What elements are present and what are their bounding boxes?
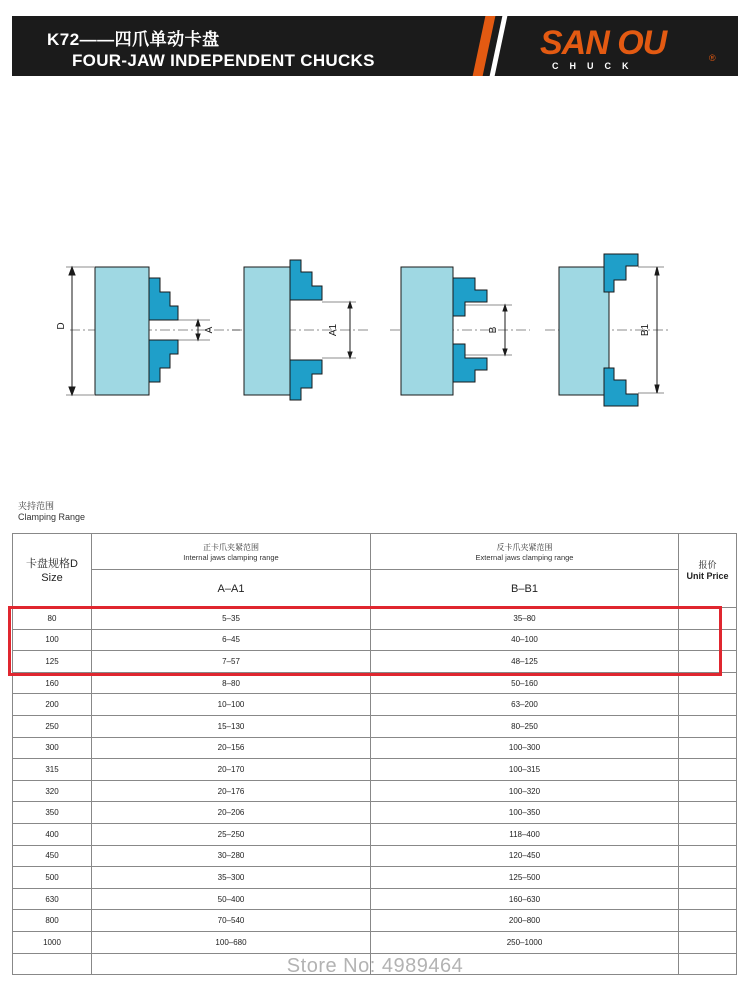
cell-b: 100–350 — [371, 802, 679, 824]
cell-a: 20–170 — [92, 759, 371, 781]
cell-a: 5–35 — [92, 608, 371, 630]
cell-price — [679, 931, 737, 953]
cell-size: 350 — [13, 802, 92, 824]
cell-b: 100–300 — [371, 737, 679, 759]
cell-price — [679, 715, 737, 737]
cell-b: 118–400 — [371, 823, 679, 845]
label-a: A — [204, 326, 215, 334]
cell-b: 125–500 — [371, 867, 679, 889]
cell-size: 100 — [13, 629, 92, 651]
table-row — [13, 888, 737, 910]
table-row — [13, 802, 737, 824]
cell-a: 30–280 — [92, 845, 371, 867]
cell-price — [679, 802, 737, 824]
internal-col-label: A–A1 — [92, 570, 371, 608]
cell-b: 80–250 — [371, 715, 679, 737]
cell-size: 1000 — [13, 931, 92, 953]
cell-size: 160 — [13, 672, 92, 694]
highlight-box — [8, 606, 722, 676]
cell-b: 35–80 — [371, 608, 679, 630]
cell-b: 100–315 — [371, 759, 679, 781]
cell-size: 450 — [13, 845, 92, 867]
figure-internal-jaws-a1 — [232, 260, 370, 400]
table-row — [13, 759, 737, 781]
cell-b: 120–450 — [371, 845, 679, 867]
cell-a: 8–80 — [92, 672, 371, 694]
cell-b: 50–160 — [371, 672, 679, 694]
registered-mark: ® — [709, 53, 716, 63]
clamping-range-caption-cn: 夹持范围 — [18, 501, 55, 511]
external-header — [371, 534, 679, 570]
cell-a: 50–400 — [92, 888, 371, 910]
store-watermark: Store No: 4989464 — [286, 955, 464, 977]
cell-size: 315 — [13, 759, 92, 781]
cell-price — [679, 910, 737, 932]
cell-a: 35–300 — [92, 867, 371, 889]
cell-b: 100–320 — [371, 780, 679, 802]
cell-price — [679, 888, 737, 910]
cell-a: 70–540 — [92, 910, 371, 932]
price-header — [679, 534, 737, 608]
cell-price — [679, 759, 737, 781]
table-row — [13, 715, 737, 737]
table-row — [13, 931, 737, 953]
cell-b: 40–100 — [371, 629, 679, 651]
cell-size: 125 — [13, 651, 92, 673]
size-header-en: Size — [41, 571, 63, 584]
cell-b: 160–630 — [371, 888, 679, 910]
cell-a: 15–130 — [92, 715, 371, 737]
internal-header-cn: 正卡爪夹紧范围 — [203, 542, 259, 552]
external-header-en: External jaws clamping range — [475, 552, 574, 562]
chuck-jaw-diagram — [0, 240, 750, 420]
cell-a: 20–156 — [92, 737, 371, 759]
cell-size: 400 — [13, 823, 92, 845]
cell-b: 200–800 — [371, 910, 679, 932]
external-col-label: B–B1 — [371, 570, 679, 608]
cell-b: 63–200 — [371, 694, 679, 716]
cell-size: 630 — [13, 888, 92, 910]
clamping-range-table — [12, 533, 737, 975]
cell-size: 300 — [13, 737, 92, 759]
internal-header — [92, 534, 371, 570]
table-row — [13, 910, 737, 932]
label-a1: A1 — [328, 323, 339, 337]
price-header-en: Unit Price — [686, 570, 729, 581]
cell-price — [679, 867, 737, 889]
brand-subtitle: CHUCK — [552, 61, 640, 71]
cell-size: 200 — [13, 694, 92, 716]
cell-price — [679, 694, 737, 716]
size-header — [13, 534, 92, 608]
table-row — [13, 823, 737, 845]
cell-a: 20–206 — [92, 802, 371, 824]
product-title-en: FOUR-JAW INDEPENDENT CHUCKS — [72, 51, 375, 70]
cell-size: 500 — [13, 867, 92, 889]
brand-logo: SAN OU — [540, 24, 667, 62]
cell-price — [679, 845, 737, 867]
cell-a: 7–57 — [92, 651, 371, 673]
external-header-cn: 反卡爪夹紧范围 — [496, 542, 553, 552]
figure-external-jaws-b1 — [545, 254, 670, 406]
cell-price — [679, 823, 737, 845]
cell-a: 10–100 — [92, 694, 371, 716]
cell-size: 80 — [13, 608, 92, 630]
cell-size: 800 — [13, 910, 92, 932]
label-b: B — [488, 326, 499, 334]
cell-b: 250–1000 — [371, 931, 679, 953]
cell-b: 48–125 — [371, 651, 679, 673]
cell-price — [679, 780, 737, 802]
internal-header-en: Internal jaws clamping range — [183, 552, 279, 562]
table-row — [13, 737, 737, 759]
cell-size: 320 — [13, 780, 92, 802]
label-d: D — [56, 322, 67, 330]
header-banner — [12, 16, 738, 76]
table-row — [13, 845, 737, 867]
figure-external-jaws-b — [390, 267, 530, 395]
model-title-cn: K72——四爪单动卡盘 — [47, 30, 220, 49]
cell-a: 100–680 — [92, 931, 371, 953]
cell-a: 20–176 — [92, 780, 371, 802]
price-header-cn: 报价 — [698, 559, 717, 570]
label-b1: B1 — [640, 323, 651, 337]
size-header-cn: 卡盘规格D — [26, 557, 78, 570]
table-row — [13, 694, 737, 716]
cell-size: 250 — [13, 715, 92, 737]
cell-a: 6–45 — [92, 629, 371, 651]
cell-price — [679, 737, 737, 759]
table-row — [13, 780, 737, 802]
clamping-range-caption-en: Clamping Range — [18, 512, 86, 522]
table-row — [13, 867, 737, 889]
cell-a: 25–250 — [92, 823, 371, 845]
